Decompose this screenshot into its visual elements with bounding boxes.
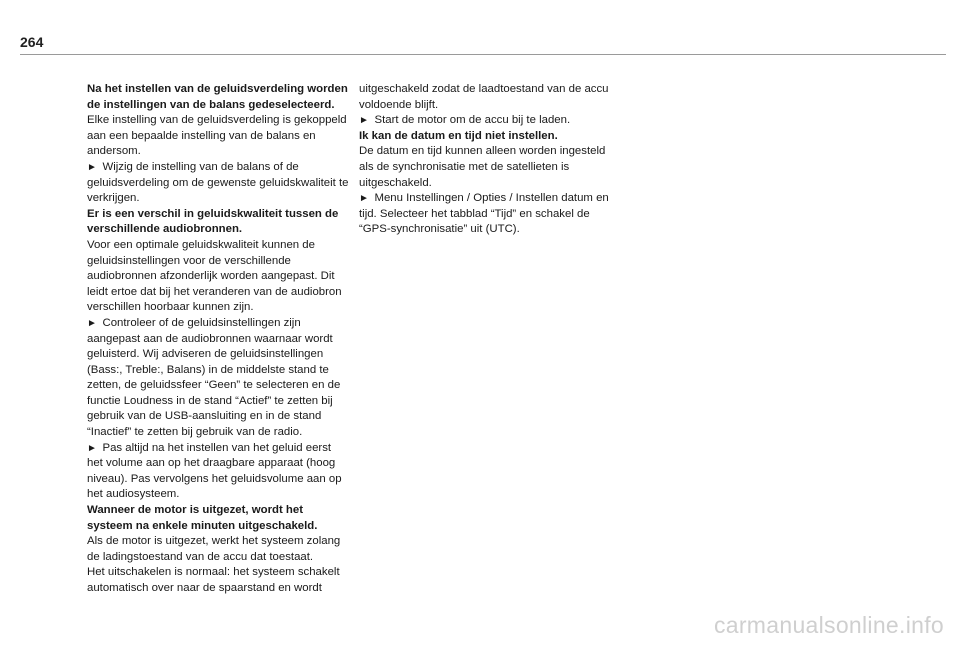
watermark-text: carmanualsonline.info [713, 612, 944, 638]
body-paragraph: Het uitschakelen is normaal: het systeem schakelt automatisch over naar de spaarstand en wordt [87, 566, 340, 594]
body-paragraph: uitgeschakeld zodat de laadtoestand van de accu voldoende blijft. [359, 83, 609, 111]
right-column [359, 82, 621, 238]
bullet-instruction: ► Start de motor om de accu bij te laden. [359, 113, 621, 129]
question-heading: Ik kan de datum en tijd niet instellen. [359, 129, 558, 142]
question-heading: Na het instellen van de geluidsverdeling worden de instellingen van de balans gedeselecteerd. [87, 83, 348, 111]
left-column [87, 82, 349, 597]
body-paragraph: Elke instelling van de geluidsverdeling is gekoppeld aan een bepaalde instelling van de balans en andersom. [87, 114, 347, 158]
bullet-instruction: ► Controleer of de geluidsinstellingen zijn aangepast aan de audiobronnen waarnaar wordt geluisterd. Wij adviseren de geluidsinstellingen (Bass:, Treble:, Balans) in de middelste stand te zetten, de geluidssfeer “Geen” te selecteren en de functie Loudness in de stand “Actief” te zetten bij gebruik van de USB-aansluiting en in de stand “Inactief” te zetten bij gebruik van de radio. [87, 316, 349, 441]
header-divider [20, 54, 946, 55]
body-paragraph: De datum en tijd kunnen alleen worden ingesteld als de synchronisatie met de satellieten is uitgeschakeld. [359, 145, 606, 189]
bullet-instruction: ► Menu Instellingen / Opties / Instellen datum en tijd. Selecteer het tabblad “Tijd” en schakel de “GPS-synchronisatie” uit (UTC). [359, 191, 621, 238]
question-heading: Er is een verschil in geluidskwaliteit tussen de verschillende audiobronnen. [87, 207, 339, 236]
bullet-instruction: ► Wijzig de instelling van de balans of de geluidsverdeling om de gewenste geluidskwaliteit te verkrijgen. [87, 160, 349, 207]
body-paragraph: Voor een optimale geluidskwaliteit kunnen de geluidsinstellingen voor de verschillende audiobronnen afzonderlijk worden aangepast. Dit leidt ertoe dat bij het veranderen van de audiobron verschillen hoorbaar kunnen zijn. [87, 238, 342, 314]
page-number: 264 [20, 34, 44, 50]
body-paragraph: Als de motor is uitgezet, werkt het systeem zolang de ladingstoestand van de accu dat toestaat. [87, 535, 341, 563]
question-heading: Wanneer de motor is uitgezet, wordt het systeem na enkele minuten uitgeschakeld. [87, 504, 318, 532]
bullet-instruction: ► Pas altijd na het instellen van het geluid eerst het volume aan op het draagbare apparaat (hoog niveau). Pas vervolgens het geluidsvolume aan op het audiosysteem. [87, 441, 349, 503]
